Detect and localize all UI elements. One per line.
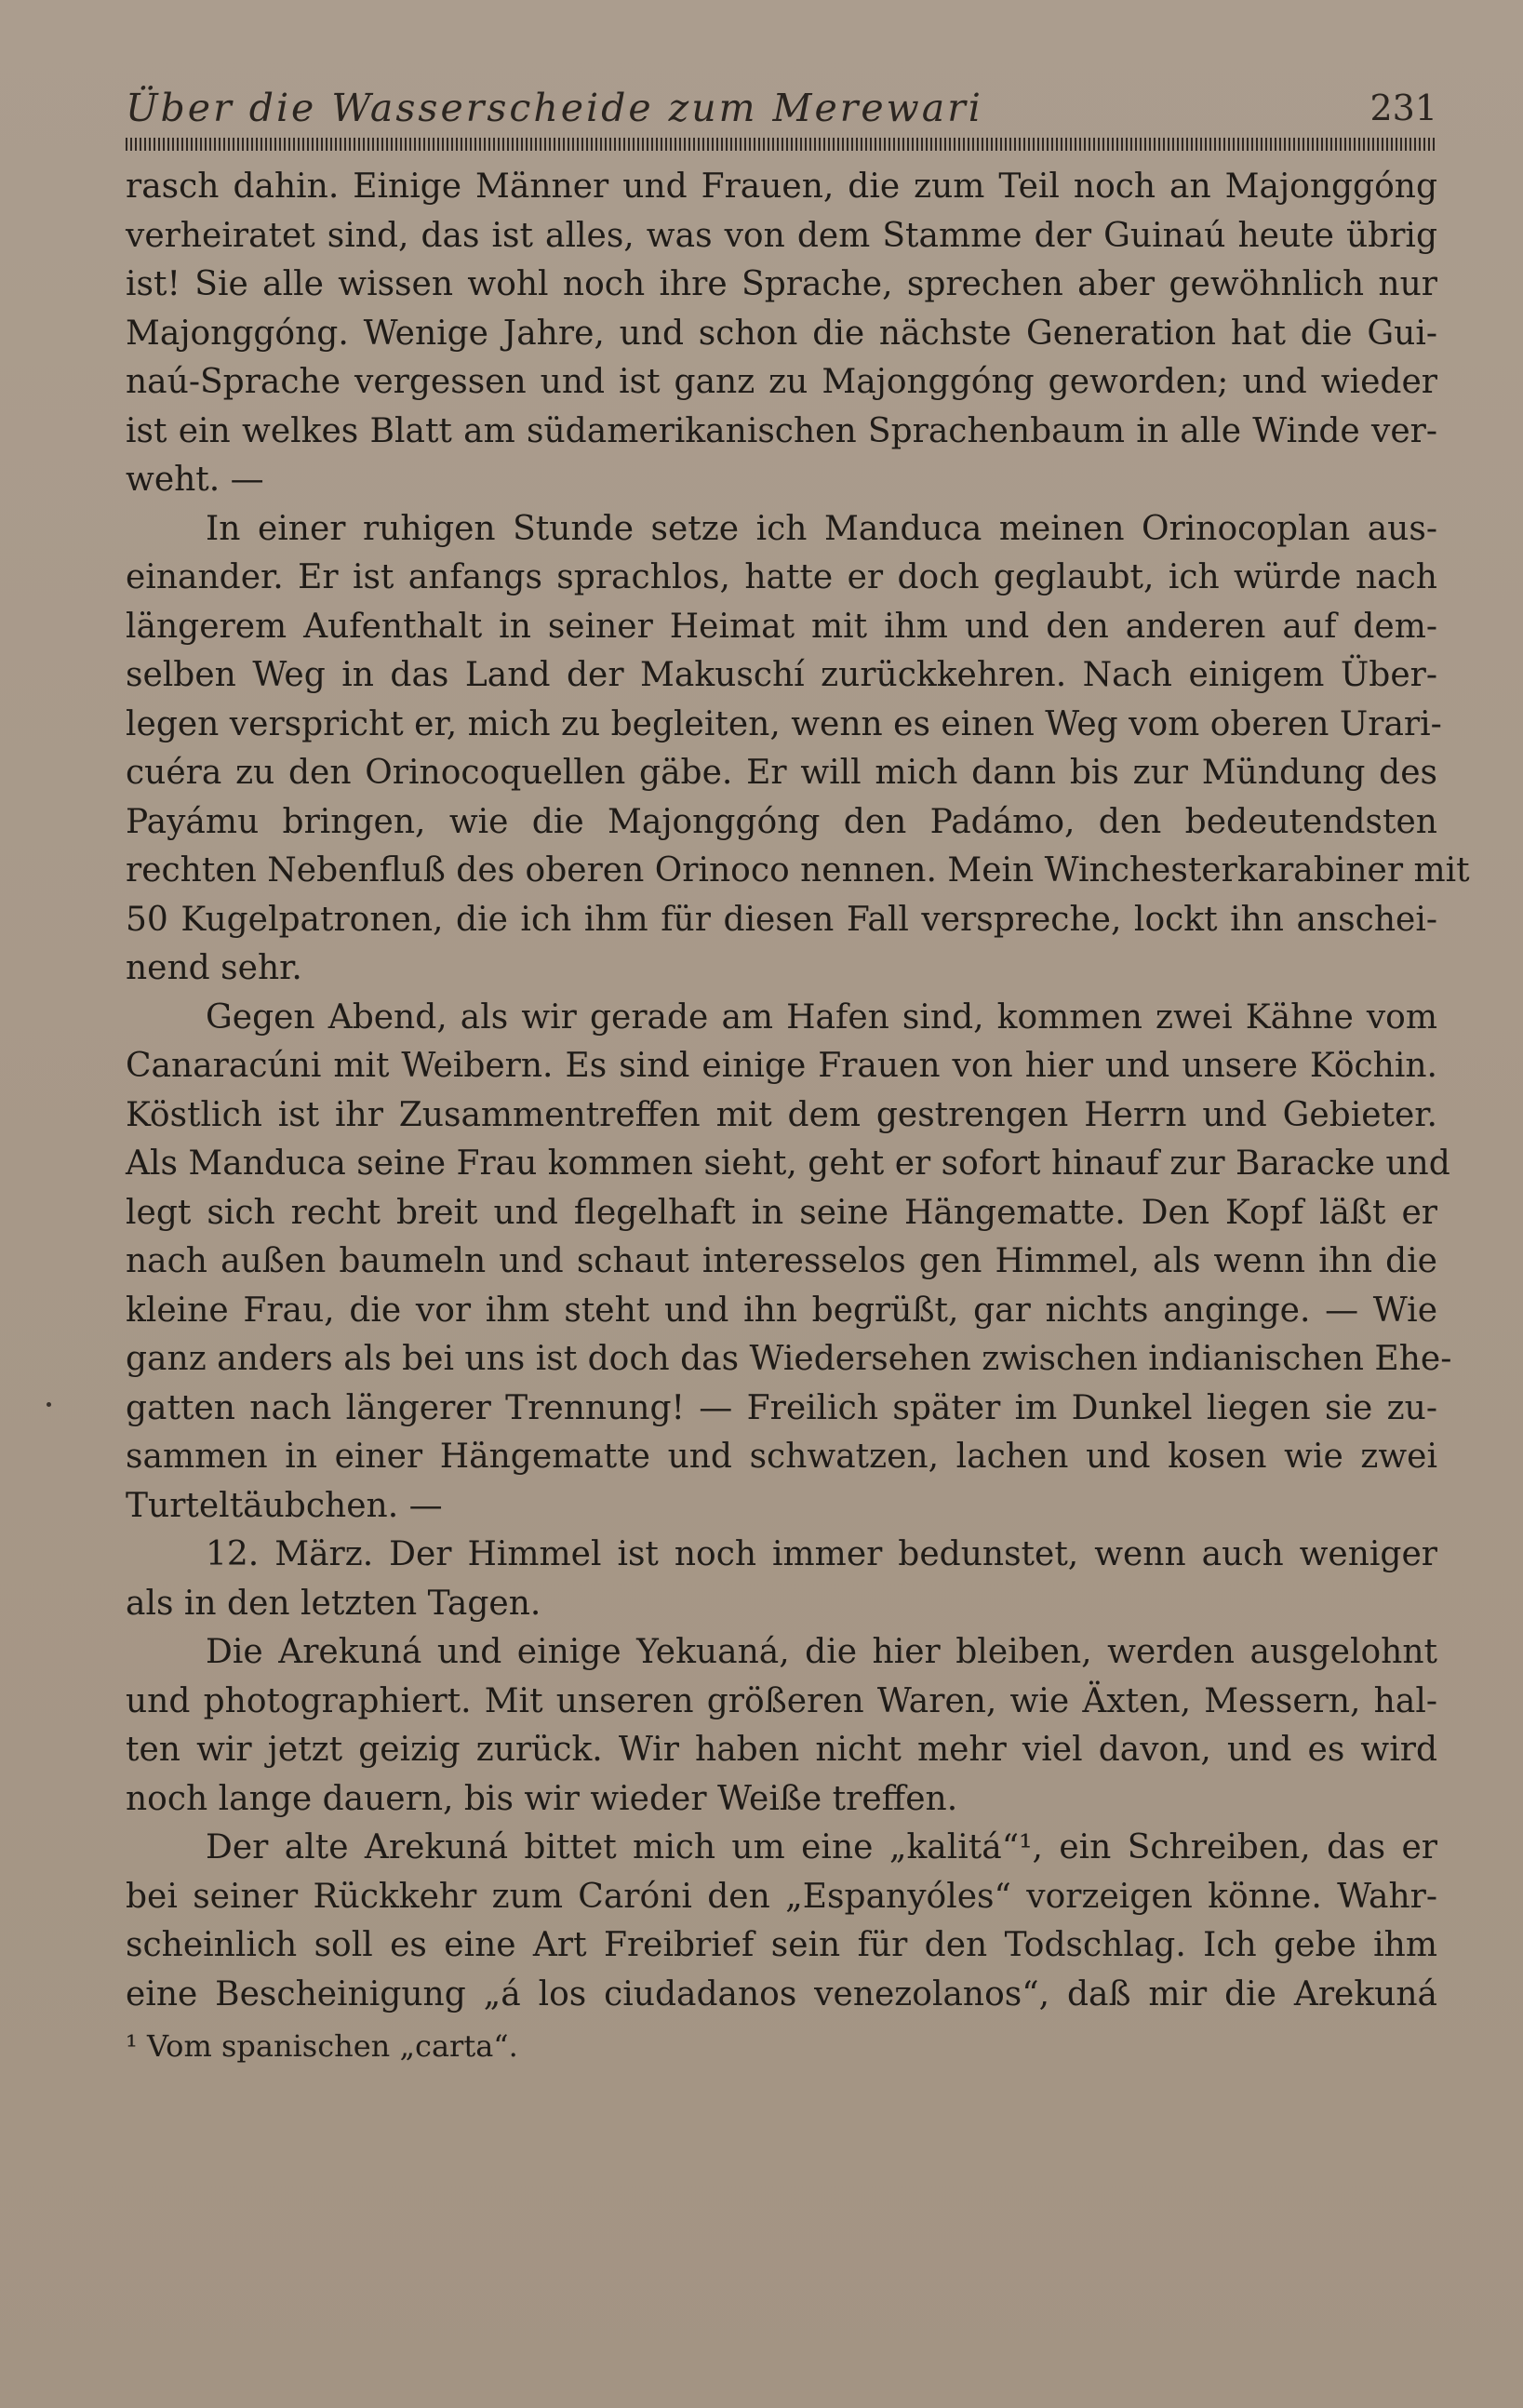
text-line: Gegen Abend, als wir gerade am Hafen sind, kommen zwei Kähne vom (206, 997, 1437, 1037)
text-line: ten wir jetzt geizig zurück. Wir haben nicht mehr viel davon, und es wird (126, 1731, 1437, 1769)
text-line: längerem Aufenthalt in seiner Heimat mit ihm und den anderen auf dem- (126, 607, 1437, 646)
text-line: als in den letzten Tagen. (126, 1584, 541, 1623)
text-line: rasch dahin. Einige Männer und Frauen, die zum Teil noch an Majonggóng (126, 167, 1437, 206)
text-line: selben Weg in das Land der Makuschí zurückkehren. Nach einigem Über- (126, 656, 1437, 694)
text-line: noch lange dauern, bis wir wieder Weiße treffen. (126, 1779, 958, 1818)
text-line: Majonggóng. Wenige Jahre, und schon die nächste Generation hat die Gui- (126, 314, 1437, 353)
text-line: ganz anders als bei uns ist doch das Wiedersehen zwischen indianischen Ehe- (126, 1340, 1452, 1378)
text-line: kleine Frau, die vor ihm steht und ihn begrüßt, gar nichts anginge. — Wie (126, 1291, 1437, 1330)
paper-speck (47, 1402, 51, 1407)
text-line: Der alte Arekuná bittet mich um eine „kalitá“¹, ein Schreiben, das er (206, 1828, 1437, 1866)
text-line: Turteltäubchen. — (126, 1486, 443, 1525)
running-title: Über die Wasserscheide zum Merewari (126, 86, 983, 130)
text-line: nend sehr. (126, 949, 302, 987)
text-line: 50 Kugelpatronen, die ich ihm für diesen Fall verspreche, lockt ihn anschei- (126, 900, 1437, 939)
text-line: ist! Sie alle wissen wohl noch ihre Sprache, sprechen aber gewöhnlich nur (126, 265, 1437, 303)
body-text (126, 163, 1470, 2019)
page-number: 231 (1369, 87, 1437, 128)
running-header (126, 86, 1437, 132)
text-line: bei seiner Rückkehr zum Caróni den „Espanyóles“ vorzeigen könne. Wahr- (126, 1877, 1437, 1916)
text-line: cuéra zu den Orinocoquellen gäbe. Er will mich dann bis zur Mündung des (126, 754, 1437, 792)
text-line: gatten nach längerer Trennung! — Freilich später im Dunkel liegen sie zu- (126, 1388, 1437, 1427)
header-rule (126, 138, 1437, 151)
text-line: naú-Sprache vergessen und ist ganz zu Majonggóng geworden; und wieder (126, 363, 1437, 401)
text-line: einander. Er ist anfangs sprachlos, hatte er doch geglaubt, ich würde nach (126, 558, 1437, 596)
footnote: ¹ Vom spanischen „carta“. (126, 2028, 518, 2064)
text-line: Die Arekuná und einige Yekuaná, die hier bleiben, werden ausgelohnt (206, 1633, 1437, 1671)
text-line: weht. — (126, 461, 264, 499)
text-line: und photographiert. Mit unseren größeren Waren, wie Äxten, Messern, hal- (126, 1681, 1437, 1720)
text-line: rechten Nebenfluß des oberen Orinoco nennen. Mein Winchesterkarabiner mit (126, 851, 1470, 890)
text-line: sammen in einer Hängematte und schwatzen, lachen und kosen wie zwei (126, 1438, 1437, 1476)
text-line: In einer ruhigen Stunde setze ich Manduca meinen Orinocoplan aus- (206, 509, 1437, 548)
text-line: Payámu bringen, wie die Majonggóng den Padámo, den bedeutendsten (126, 802, 1437, 841)
text-line: verheiratet sind, das ist alles, was von dem Stamme der Guinaú heute übrig (126, 216, 1437, 255)
text-line: nach außen baumeln und schaut interesselos gen Himmel, als wenn ihn die (126, 1242, 1437, 1280)
text-line: Als Manduca seine Frau kommen sieht, geht er sofort hinauf zur Baracke und (126, 1144, 1450, 1183)
text-line: scheinlich soll es eine Art Freibrief sein für den Todschlag. Ich gebe ihm (126, 1926, 1437, 1964)
text-line: ist ein welkes Blatt am südamerikanischen Sprachenbaum in alle Winde ver- (126, 411, 1437, 450)
text-line: 12. März. Der Himmel ist noch immer bedunstet, wenn auch weniger (206, 1535, 1437, 1573)
text-line: legt sich recht breit und flegelhaft in seine Hängematte. Den Kopf läßt er (126, 1193, 1437, 1232)
text-line: Köstlich ist ihr Zusammentreffen mit dem gestrengen Herrn und Gebieter. (126, 1095, 1437, 1134)
text-line: Canaracúni mit Weibern. Es sind einige Frauen von hier und unsere Köchin. (126, 1047, 1437, 1085)
text-line: legen verspricht er, mich zu begleiten, wenn es einen Weg vom oberen Urari- (126, 704, 1442, 743)
text-line: eine Bescheinigung „á los ciudadanos venezolanos“, daß mir die Arekuná (126, 1974, 1437, 2013)
